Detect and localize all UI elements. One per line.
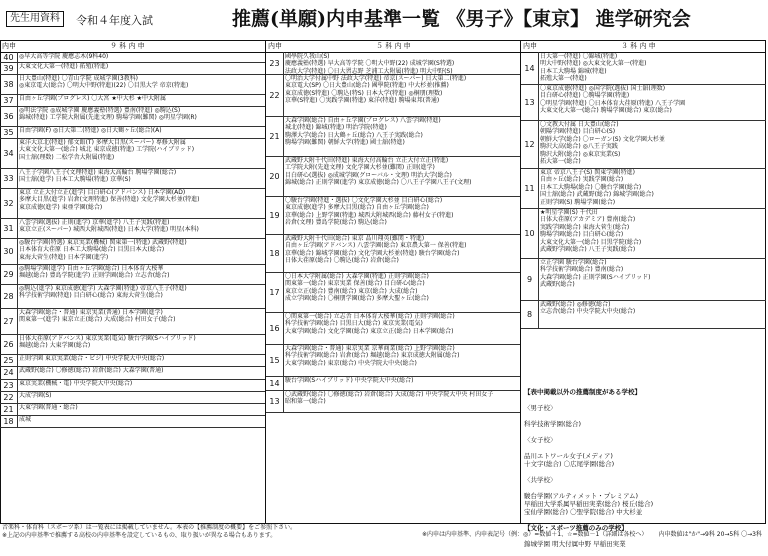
school-list: 東京 帝京八王子(S) 関東学園(特進) 自由ヶ丘(総合) 実践学園(総合) 日本工大駒場(総合) 〇駿台学園(総合) 国士舘(総合) 武蔵野(総合) 錦城学園(総合) 正則学園(S) 駒場学園(総合): [540, 169, 654, 206]
naishin-value: 9: [521, 258, 539, 300]
naishin-value: 35: [0, 126, 18, 138]
naishin-value: 20: [266, 156, 284, 196]
school-list: 大森学園(総合) 自由ヶ丘学園(プログレス) 八雲学園(特進) 城北(特進) 錦城(特進) 明治学院(特進) 駒澤大学(総合) 日大鶴ヶ丘(総合) 八王子実践(総合) 駒場学園(難関) 朝鮮大学(特進) 國士舘(特進): [285, 117, 441, 147]
school-list: 立正学園 駿台学園(総合) 科学技術学園(総合) 豊南(総合) 大森学園(総合) 正則学園(Sハイブリッド) 武蔵野(総合): [540, 259, 651, 289]
school-list: 自由ヶ丘学園(プログレス) 〇大宮 ★中大杉 ★中大附属: [19, 95, 166, 102]
naishin-value: 21: [0, 403, 18, 415]
criteria-row: [266, 390, 520, 413]
naishin-value: 31: [0, 218, 18, 238]
school-list: 〇駿台学園(特進・選抜) 〇文化学園大杉並 目白研心(総合) 東京成徳(進学) 多摩大目黒(総合) 自由ヶ丘学園(総合) 京華(総合) 上野学園(特進) 城西大附城西(総合) 藤村女子(特進) 岩倉(文理) 豊島学院(総合) 駒込(総合): [285, 197, 454, 227]
criteria-row: [0, 284, 265, 309]
criteria-row: [0, 218, 265, 239]
footer-note: 音楽科・体育科（スポーツ系）は一覧表には掲載していません。本表の【推薦制度の概要】をご参照下さい。 ※上記の内申基準で推薦する高校の内申基準を設定しているもの、取り扱いが異なる場合もあります。: [2, 524, 297, 539]
criteria-row: [266, 52, 520, 75]
criteria-row: [266, 74, 520, 117]
naishin-value: 21: [266, 116, 284, 156]
school-list: 成城: [19, 416, 32, 423]
school-list: 日大豊山(特進) 〇青山学院 成城学園(3教科) ◎東京電大(総合) 〇明大中野(特進)(22) 〇目黒大学 帝京(特進): [19, 75, 189, 90]
school-list: 武蔵野大附千代田(特進) 東海大付高輪台 立正大付立正(特進) 工学院大附(先進文理) 文化学園大杉並(難関) 正則(進学) 目白研心(選抜) ◎成城学園(グローバル・文理) 明治大学(総合) 錦城(総合) 正則学園(進学) 東京成徳(総合) 〇八王子学園八王子(文理): [285, 157, 472, 187]
coed-list: 駿台学園(アルティメット・プレミアム) 早稲田大学系属早稲田実業(総合) 桜丘(総合) 宝仙学園(総合) 〇聖学院(総合) 中大杉並: [524, 492, 654, 516]
school-list: 〇武蔵野(総合) 〇修徳(総合) 岩倉(総合) 大成(総合) 中央学院大中央 村田女子 昭和第一(総合): [285, 391, 494, 406]
criteria-row: [521, 208, 766, 259]
footer-legend-marks: ※内申は内申基準、内申表記号（例：◎）=数値＋1、☆=数値－1（詳細は各校へ）: [422, 531, 648, 538]
naishin-value: 30: [0, 238, 18, 264]
naishin-value: 27: [0, 308, 18, 334]
naishin-value: 18: [266, 234, 284, 272]
naishin-value: 39: [0, 62, 18, 74]
teacher-material-badge: 先生用資料: [6, 11, 64, 27]
culture-sports-list: 錦城学園 明大付属中野 早稲田実業: [524, 540, 626, 548]
naishin-value: 14: [266, 376, 284, 390]
school-list: 〇文教大付属 日大豊山(総合) 朝陽学園(特進) 目白研心(S) 朝鮮大学(総合) 〇ローガン(S) 文化学園大杉並 駒沢大高(総合) ◎八王子実践 駒沢大附(総合) ◎東京実業(S) 拓大第一(総合): [540, 121, 665, 166]
page-footer: [2, 524, 768, 543]
exam-year-label: 令和４年度入試: [76, 14, 153, 27]
naishin-value: 13: [521, 84, 539, 120]
criteria-row: [266, 234, 520, 273]
criteria-row: [521, 120, 766, 169]
col-header-5-label: ５ 科 内 申: [376, 42, 411, 50]
naishin-value: 32: [0, 188, 18, 218]
school-list: 武蔵野(総合) 〇修徳(総合) 岩倉(総合) 大森学園(普通): [19, 367, 164, 374]
criteria-row: [0, 188, 265, 219]
col-header-3-num: 内申: [523, 42, 537, 50]
criteria-row: [0, 415, 265, 428]
school-list: 自由学園(F) ◎日大第二(特進) ◎日大鶴ヶ丘(総合)(A): [19, 127, 162, 134]
naishin-value: 24: [0, 366, 18, 379]
naishin-value: 40: [0, 52, 18, 62]
school-list: 日体大荏原(アドバンス) 東京実業(電気) 駿台学園(Sハイブリッド) 堀越(総合) 大東学園(総合): [19, 335, 196, 350]
naishin-value: 22: [266, 74, 284, 116]
naishin-value: 36: [0, 106, 18, 126]
naishin-value: 18: [0, 415, 18, 427]
school-list: 正則学園 東京実業(総合・ビジ) 中央学院大中央(総合): [19, 355, 165, 362]
criteria-row: [266, 196, 520, 235]
school-list: 國學院久我山(S) 慶應義塾(特選) 早大高等学院 〇明大中野(22) 成城学園(S特選) 法政大学(特進) 〇日大習志野 芝浦工大附属(特進) 明大中野(S): [285, 53, 455, 74]
school-list: 大東学園(普通・総合): [19, 404, 78, 411]
school-list: ◎駒場学園(進学) 自由ヶ丘学園(総合) 日本体育大桜華 堀越(総合) 豊島学院(進学) 正則学園(総合) 立志舎(総合): [19, 265, 170, 280]
naishin-value: 17: [266, 272, 284, 312]
boys-list: 科学技術学園(総合): [524, 420, 582, 428]
school-list: ★明星学園(S) 千代田 日体大荏原(アカデミア) 豊南(総合) 実践学園(総合) 東海大菅生(総合) 駒場学園(総合) 目白研心(総合) 大東文化大第一(総合) 目黒学院(総合) 武蔵野学園(総合) 八王子実践(総合): [540, 209, 642, 254]
criteria-row: [0, 238, 265, 265]
other-schools-heading: 【表中掲載以外の推薦制度がある学校】: [524, 388, 641, 396]
criteria-row: [0, 308, 265, 335]
criteria-row: [0, 74, 265, 95]
naishin-value: 25: [0, 354, 18, 366]
col-header-9-num: 内申: [2, 42, 16, 50]
school-list: 東洋大京北(特進) 郁文館(T) 多摩大目黒(スーパー) 専修大附属 大東文化大第一(総合) 城北 東京成徳(特進) 工学院(ハイブリッド) 国士舘(理数) 二松学舎大附属(特進): [19, 139, 195, 161]
school-list: ◎駿台学園(特選) 東京実業(機械) 関東第一(特進) 武蔵野(特進) 日本体育大荏原 日本工大駒場(総合) 目黒日本大(総合) 東海大菅生(特進) 日本学園(進学): [19, 239, 187, 261]
column-9-subjects: [0, 52, 266, 524]
school-list: 大森学園(総合・普通) 東京実業(普通) 日本学園(進学) 関東第一(進学) 東京立正(総合) 大成(総合) 村田女子(総合): [19, 309, 176, 324]
naishin-value: 33: [0, 168, 18, 188]
col-header-5-num: 内申: [268, 42, 282, 50]
naishin-value: 23: [266, 52, 284, 74]
naishin-value: 8: [521, 300, 539, 328]
naishin-value: 28: [0, 284, 18, 308]
school-list: 東京実業(機械・電) 中央学院大中央(総合): [19, 380, 133, 387]
naishin-value: 13: [266, 390, 284, 412]
school-list: 〇日本大学附属(総合) 大森学園(特進) 正則学園(総合) 関東第一(総合) 東京実業 保善(総合) 目白研心(総合) 東京立正(総合) 豊南(総合) 東京(総合) 大成(総合) 成立学園(総合) 〇桐朋学園(総合) 多摩大聖ヶ丘(総合): [285, 273, 429, 303]
naishin-value: 10: [521, 208, 539, 258]
school-list: 武蔵野大附千代田(総合) 東京 品川翔英(難関・特進) 自由ヶ丘学園(アドバンス) 八雲学園(総合) 東京農大第一 保善(特進) 京華(総合) 錦城学園(総合) 文化学園大杉並(特進) 駿台学園(総合) 日体大荏原(総合) 〇駒込(総合) 岩倉(総合): [285, 235, 467, 265]
criteria-row: [0, 168, 265, 189]
naishin-value: 34: [0, 138, 18, 168]
naishin-value: 19: [266, 196, 284, 234]
criteria-row: [0, 264, 265, 285]
criteria-row: [521, 84, 766, 121]
girls-list: 品川エトワール女子(メディア) 十文字(総合) 〇広尾学園(総合): [524, 452, 615, 468]
criteria-row: [0, 138, 265, 169]
naishin-value: 15: [266, 344, 284, 376]
criteria-row: [266, 376, 520, 391]
school-list: 日大第一(特進) 〇錦城(特進) 明大中野(特進) ◎大東文化大第一(特進) 日本工大駒場 錦城(特進) 拓殖大第一(特進): [540, 53, 647, 83]
criteria-row: [0, 366, 265, 380]
school-list: 八雲学園(選抜) 正則(進学) 京華(進学) 八王子実践(特進) 東京立正(スーパー) 城西大附城西(特進) 日本大学(特進) 明星(本科): [19, 219, 199, 234]
school-list: 八王子学園八王子(文理特進) 東海大高輪台 駒場学園(総合) 国士舘(進学) 日本工大駒場(特進) 京華(S): [19, 169, 177, 184]
school-list: 大森学園(総合・普通) 東京実業 京華商業(総合) 上野学園(総合) 科学技術学園(総合) 岩倉(総合) 堀越(総合) 東京成徳大附属(総合) 大東学園(総合) 東京(総合) 中央学院大中央(総合): [285, 345, 460, 367]
boys-heading: 〈男子校〉: [524, 404, 557, 412]
criteria-row: [521, 168, 766, 209]
criteria-row: [521, 300, 766, 329]
naishin-value: 37: [0, 94, 18, 106]
naishin-value: 11: [521, 168, 539, 208]
school-list: 〇東京成徳(特進) ◎国学院(選抜) 国士舘(理数) 目白研心(特進) 〇駒場学園(特進) 〇明星学園(特進) 〇日本体育大荏原(特進) 八王子学園 大東文化大第一(総合) 駒場学園(総合) 東京(総合): [540, 85, 686, 115]
culture-sports-heading: 【文化・スポーツ推薦のみの学校】: [524, 524, 628, 532]
coed-heading: 〈共学校〉: [524, 476, 557, 484]
school-list: 〇明治大学付属中野 法政大学(特進) 帝京(スーパー) 日大第二(特進) 東京電大(SP) 〇日大豊山(総合) 國學院(特進) 中大杉並(推薦) 東京成徳(S特進) 〇駒込(特S) 日本大学(特進) ◎桐朋(理数) 京華(S特進) 〇実践学園(特進) 東洋(特進) 駒場東邦(普通): [285, 75, 467, 105]
page-header: [0, 0, 768, 40]
naishin-value: 22: [0, 391, 18, 403]
col-header-9-label: ９ 科 内 申: [110, 42, 145, 50]
criteria-row: [521, 258, 766, 301]
footer-legend: 内申数値は"か"→9科 20→5科 〇→3科: [658, 531, 762, 538]
criteria-row: [266, 312, 520, 345]
column-5-subjects: [266, 52, 521, 524]
criteria-row: [266, 116, 520, 157]
school-list: ◎早大高等学院 慶應志木(9科40): [19, 53, 109, 60]
page-title: 推薦(単願)内申基準一覧 《男子》【東京】 進学研究会: [232, 8, 691, 30]
naishin-value: 26: [0, 334, 18, 354]
criteria-row: [0, 334, 265, 355]
naishin-value: 38: [0, 74, 18, 94]
naishin-value: 29: [0, 264, 18, 284]
school-list: ◎明法学院 ◎成城学園 慶應義塾(特選) 豊南(特進) ◎駒込(S) 錦城(特進) 工学院大附属(先進文理) 駒場学園(難関) ◎明星学園(R): [19, 107, 197, 122]
school-list: 東京 立正大付立正(進学) 目白研心(アドバンス) 日本学園(AD) 多摩大目黒(進学) 岩倉(文理特進) 保善(特進) 文化学園大杉並(特進) 東京成徳(進学) 東亜学園(総合): [19, 189, 200, 211]
school-list: 〇関東第一(総合) 立志舎 日本体育大桜華(総合) 正則学園(総合) 科学技術学園(総合) 目黒日大(総合) 東京実業(電気) 大東学園(総合) 文化学園(総合) 東京立正(総合) 日本学園(総合): [285, 313, 455, 335]
criteria-row: [521, 52, 766, 85]
school-list: 武蔵野(総合) ◎修徳(総合) 立志舎(総合) 中央学院大中央(総合): [540, 301, 636, 316]
criteria-row: [0, 106, 265, 127]
naishin-value: 12: [521, 120, 539, 168]
school-list: 駿台学園(Sハイブリッド) 中央学院大中央(総合): [285, 377, 414, 384]
col-header-3-label: ３ 科 内 申: [621, 42, 656, 50]
school-list: 大成学園(S): [19, 392, 52, 399]
school-list: ◎駒込(進学) 東京成徳(進学) 大森学園(特進) 帝京八王子(特進) 科学技術学園(特進) 目白研心(総合) 東海大菅生(総合): [19, 285, 187, 300]
criteria-row: [266, 272, 520, 313]
criteria-row: [266, 156, 520, 197]
naishin-value: 23: [0, 379, 18, 391]
girls-heading: 〈女子校〉: [524, 436, 557, 444]
school-list: 大東文化大第一(特進) 拓殖(特進): [19, 63, 109, 70]
criteria-row: [266, 344, 520, 377]
naishin-value: 16: [266, 312, 284, 344]
naishin-value: 14: [521, 52, 539, 84]
